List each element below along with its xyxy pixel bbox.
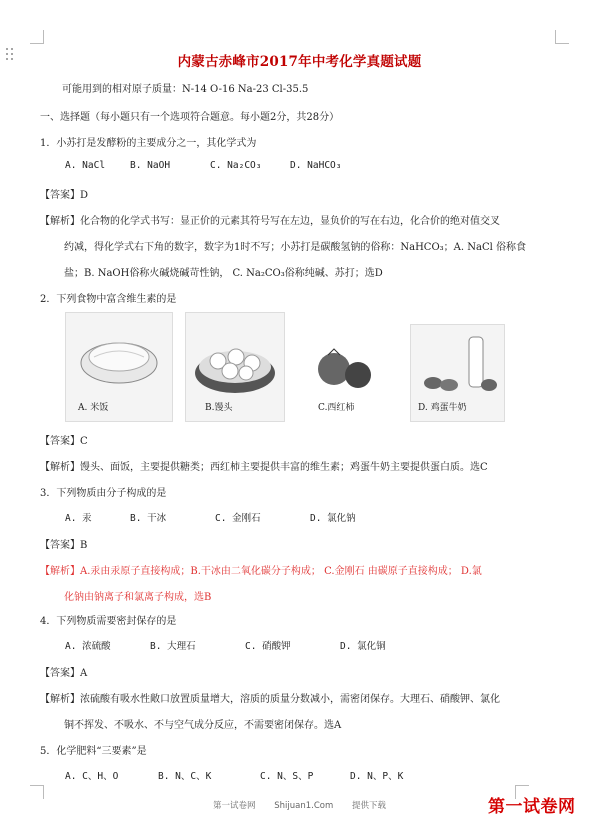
- atomic-masses: 可能用到的相对原子质量：N-14 O-16 Na-23 Cl-35.5: [62, 84, 309, 95]
- option: A. C、H、O: [65, 771, 119, 782]
- section-heading: 一、选择题（每小题只有一个选项符合题意。每小题2分，共28分）: [40, 112, 340, 123]
- option: C. Na₂CO₃: [210, 160, 262, 171]
- question-stem: 3．下列物质由分子构成的是: [40, 488, 167, 499]
- footer-site-url[interactable]: Shijuan1.Com: [274, 801, 334, 811]
- option: D. 氯化铜: [340, 641, 386, 652]
- option: C. 金刚石: [215, 513, 261, 524]
- analysis-line: 【解析】A.汞由汞原子直接构成；B.干冰由二氧化碳分子构成； C.金刚石 由碳原子直接构成； D.氯: [40, 566, 482, 577]
- answer: 【答案】B: [40, 540, 88, 551]
- question-stem: 5．化学肥料“三要素”是: [40, 746, 147, 757]
- analysis-line: 【解析】浓硫酸有吸水性敞口放置质量增大，溶质的质量分数减小，需密闭保存。大理石、硝酸钾、氯化: [40, 694, 500, 705]
- footer-site-name: 第一试卷网: [213, 801, 256, 811]
- analysis-line: 约减，得化学式右下角的数字，数字为1时不写；小苏打是碳酸氢钠的俗称：NaHCO₃；A. NaCl 俗称食: [64, 242, 526, 253]
- analysis-line: 【解析】化合物的化学式书写：显正价的元素其符号写在左边，显负价的写在右边，化合价的绝对值交叉: [40, 216, 500, 227]
- option: B. N、C、K: [158, 771, 212, 782]
- question-stem: 1．小苏打是发酵粉的主要成分之一，其化学式为: [40, 138, 257, 149]
- option: D. NaHCO₃: [290, 160, 342, 171]
- question-stem: 4．下列物质需要密封保存的是: [40, 616, 177, 627]
- image-label: A. 米饭: [78, 403, 109, 413]
- option: D. 氯化钠: [310, 513, 356, 524]
- answer: 【答案】D: [40, 190, 89, 201]
- answer: 【答案】C: [40, 436, 88, 447]
- analysis-line: 盐；B. NaOH俗称火碱烧碱苛性钠， C. Na₂CO₃俗称纯碱、苏打；选D: [64, 268, 383, 279]
- option: A. 汞: [65, 513, 92, 524]
- image-label: D. 鸡蛋牛奶: [418, 403, 467, 413]
- image-label: B.馒头: [205, 403, 233, 413]
- option: C. 硝酸钾: [245, 641, 291, 652]
- question-stem: 2．下列食物中富含维生素的是: [40, 294, 177, 305]
- image-label: C.西红柿: [318, 403, 355, 413]
- option: B. 干冰: [130, 513, 167, 524]
- option: A. 浓硫酸: [65, 641, 111, 652]
- option: B. 大理石: [150, 641, 196, 652]
- option: A. NaCl: [65, 160, 106, 171]
- analysis-line: 化钠由钠离子和氯离子构成，选B: [64, 592, 212, 603]
- answer: 【答案】A: [40, 668, 88, 679]
- page-title: 内蒙古赤峰市2017年中考化学真题试题: [177, 54, 422, 70]
- brand-logo: 第一试卷网: [488, 797, 576, 817]
- option: C. N、S、P: [260, 771, 314, 782]
- analysis-line: 铜不挥发、不吸水、不与空气成分反应，不需要密闭保存。选A: [64, 720, 342, 731]
- steamed-buns-icon: [185, 312, 285, 422]
- analysis-line: 【解析】馒头、面饭，主要提供糖类；西红柿主要提供丰富的维生素；鸡蛋牛奶主要提供蛋白质。选C: [40, 462, 488, 473]
- option: B. NaOH: [130, 160, 171, 171]
- footer-note: 提供下载: [351, 801, 386, 811]
- option: D. N、P、K: [350, 771, 404, 782]
